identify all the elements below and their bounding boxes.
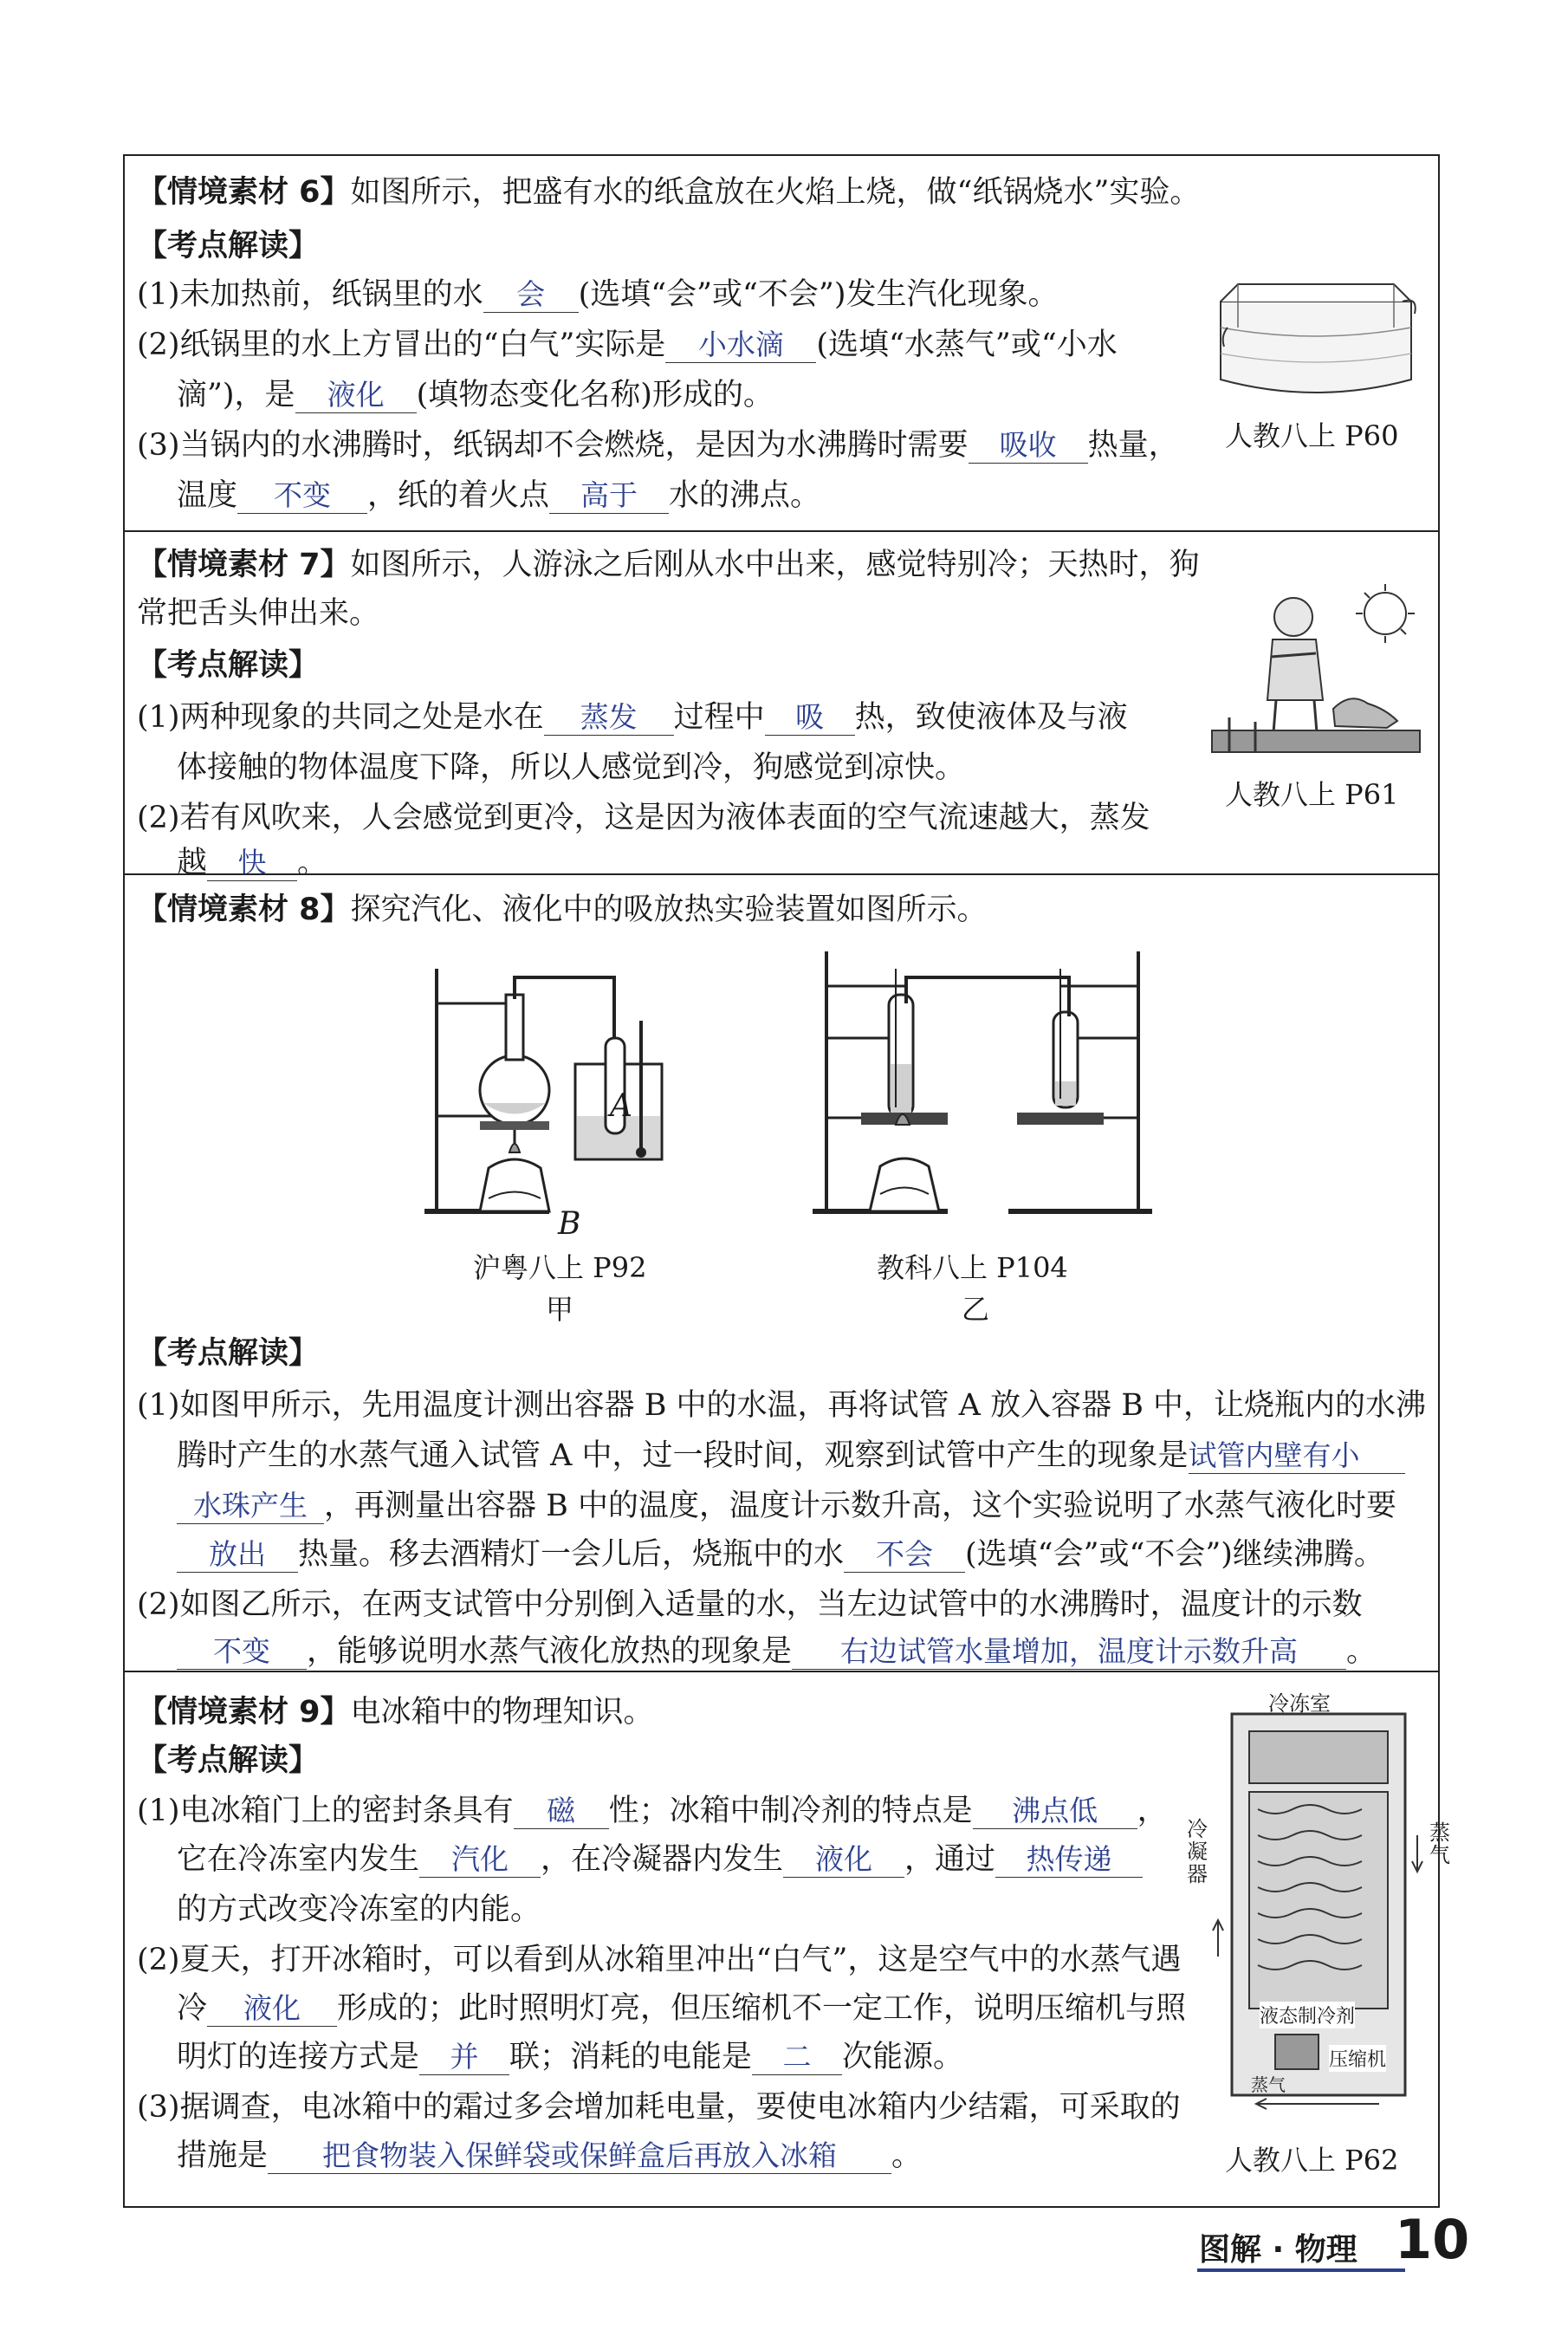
s8-q2-cont: 不变 ，能够说明水蒸气液化放热的现象是 右边试管水量增加，温度计示数升高 。 [177,1632,1377,1671]
page-number: 10 [1395,2208,1470,2271]
section-9 [125,1671,1450,2208]
s7-q1: (1)两种现象的共同之处是水在 蒸发 过程中 吸 热，致使液体及与液 [137,700,1128,735]
s8-q1-cont3: 放出 热量。移去酒精灯一会儿后，烧瓶中的水 不会 (选填“会”或“不会”)继续沸腾。 [177,1535,1384,1574]
s6-intro: 如图所示，把盛有水的纸盒放在火焰上烧，做“纸锅烧水”实验。 [350,175,1201,210]
s8-q2: (2)如图乙所示，在两支试管中分别倒入适量的水，当左边试管中的水沸腾时，温度计的示数 [137,1587,1363,1622]
s8-q2-answer2: 右边试管水量增加，温度计示数升高 [792,1634,1346,1670]
refrigerator-illustration [1206,1697,1431,2130]
s9-q1-cont: 它在冷冻室内发生 汽化 ，在冷凝器内发生 液化 ，通过 热传递 [177,1840,1143,1879]
s6-kaodian-heading: 【考点解读】 [137,229,320,263]
s9-intro: 电冰箱中的物理知识。 [350,1695,654,1730]
s6-q1-answer: 会 [483,277,579,313]
s6-q3-answer3: 高于 [549,478,669,514]
s6-q3: (3)当锅内的水沸腾时，纸锅却不会燃烧，是因为水沸腾时需要 吸收 热量， [137,428,1179,463]
s9-caption: 人教八上 P62 [1225,2144,1399,2177]
s8-q1-answer3: 不会 [844,1537,965,1573]
s9-q3: (3)据调查，电冰箱中的霜过多会增加耗电量，要使电冰箱内少结霜，可采取的 [137,2090,1181,2125]
s8-kaodian-heading: 【考点解读】 [137,1336,320,1371]
s9-heading: 【情境素材 9】 [137,1695,351,1730]
s6-q1: (1)未加热前，纸锅里的水 会 (选填“会”或“不会”)发生汽化现象。 [137,277,1059,312]
s6-q2-answer: 小水滴 [665,328,816,363]
s6-q2-cont: 滴”)，是 液化 (填物态变化名称)形成的。 [177,378,774,412]
s6-q3-cont: 温度 不变 ，纸的着火点 高于 水的沸点。 [177,478,821,513]
s7-intro-line [137,546,1200,584]
s8-q1-cont2: 水珠产生 ，再测量出容器 B 中的温度，温度计示数升高，这个实验说明了水蒸气液化时要 [177,1487,1396,1525]
s8-intro: 探究汽化、液化中的吸放热实验装置如图所示。 [350,892,988,927]
s6-caption: 人教八上 P60 [1225,419,1399,452]
s8-caption-yi: 教科八上 P104 [877,1251,1068,1284]
s7-q1-answer2: 吸 [765,700,855,736]
s8-q2-answer: 不变 [177,1634,307,1670]
s8-q1-cont: 腾时产生的水蒸气通入试管 A 中，过一段时间，观察到试管中产生的现象是试管内壁有小 [177,1437,1405,1475]
s7-intro: 如图所示，人游泳之后刚从水中出来，感觉特别冷；天热时，狗 [350,548,1200,582]
s6-q3-answer2: 不变 [237,478,367,514]
content-frame [123,154,1450,2208]
s7-kaodian-heading: 【考点解读】 [137,648,320,683]
s9-q3-cont: 措施是 把食物装入保鲜袋或保鲜盒后再放入冰箱 。 [177,2139,923,2173]
s9-q1-answer2: 沸点低 [973,1794,1137,1829]
s7-q1-answer: 蒸发 [544,700,674,736]
s9-q1-cont2: 的方式改变冷冻室的内能。 [177,1892,541,1927]
s8-heading: 【情境素材 8】 [137,892,351,927]
s9-q3-answer: 把食物装入保鲜袋或保鲜盒后再放入冰箱 [268,2139,891,2174]
s7-q2: (2)若有风吹来，人会感觉到更冷，这是因为液体表面的空气流速越大，蒸发 [137,801,1150,835]
s6-heading: 【情境素材 6】 [137,175,351,210]
s8-q1-answer2: 放出 [177,1537,298,1573]
s9-fig-vapor-label: 蒸气 [1429,1821,1450,1867]
s9-q2-cont2: 明灯的连接方式是 并 联；消耗的电能是 二 次能源。 [177,2040,964,2074]
s9-q2: (2)夏天，打开冰箱时，可以看到从冰箱里冲出“白气”，这是空气中的水蒸气遇 [137,1943,1182,1977]
section-7 [125,530,1438,880]
s9-kaodian-heading: 【考点解读】 [137,1743,320,1778]
section-6 [125,156,1438,530]
s8-label-a: A [610,1088,632,1124]
s9-fig-condenser-label: 冷凝器 [1187,1817,1208,1886]
paper-pot-illustration [1203,276,1429,406]
s9-q2-answer3: 二 [752,2040,842,2075]
s9-q1-answer4: 液化 [783,1842,904,1878]
s6-q3-answer: 吸收 [969,428,1088,464]
s8-label-yi: 乙 [962,1293,990,1326]
s6-intro-line [137,173,1200,211]
apparatus-jia-illustration [419,951,705,1229]
s9-fig-steam-label: 蒸气 [1251,2074,1286,2095]
s8-q1-answer-b: 水珠产生 [177,1489,324,1524]
apparatus-yi-illustration [809,934,1156,1229]
s7-q2-cont: 越 快 。 [177,846,328,880]
s9-q1-answer5: 热传递 [995,1842,1143,1878]
s6-q2-answer2: 液化 [295,378,417,413]
s9-q1-answer3: 汽化 [419,1842,541,1878]
s7-caption: 人教八上 P61 [1225,778,1399,811]
s8-q1-answer: 试管内壁有小 [1189,1438,1405,1474]
s8-intro-line [137,891,988,929]
s9-fig-liquid-label: 液态制冷剂 [1260,2002,1355,2028]
s7-q1-cont: 体接触的物体温度下降，所以人感觉到冷，狗感觉到凉快。 [177,750,966,785]
s7-heading: 【情境素材 7】 [137,548,351,582]
s9-intro-line [137,1693,654,1731]
section-8 [125,873,1438,1671]
s8-label-jia: 甲 [546,1293,574,1326]
s9-q2-answer: 液化 [207,1991,337,2027]
s9-q2-answer2: 并 [419,2040,509,2075]
s8-label-b: B [558,1206,581,1242]
s9-q1-answer: 磁 [514,1794,609,1829]
s7-q2-answer: 快 [207,846,297,881]
s9-fig-compressor-label: 压缩机 [1329,2045,1386,2072]
footer-book-title: 图解 · 物理 [1199,2232,1357,2268]
footer-underline [1197,2268,1405,2272]
s7-intro-cont: 常把舌头伸出来。 [137,596,380,631]
s8-caption-jia: 沪粤八上 P92 [473,1251,647,1284]
s8-q1: (1)如图甲所示，先用温度计测出容器 B 中的水温，再将试管 A 放入容器 B 中，让烧瓶内的水沸 [137,1388,1427,1423]
s9-q2-cont: 冷 液化 形成的；此时照明灯亮，但压缩机不一定工作，说明压缩机与照 [177,1991,1187,2026]
swimmer-dog-illustration [1203,579,1429,761]
s6-q2: (2)纸锅里的水上方冒出的“白气”实际是 小水滴 (选填“水蒸气”或“小水 [137,328,1118,362]
s9-fig-freezer-label: 冷冻室 [1268,1691,1331,1716]
s9-q1: (1)电冰箱门上的密封条具有 磁 性；冰箱中制冷剂的特点是 沸点低 ， [137,1794,1168,1828]
